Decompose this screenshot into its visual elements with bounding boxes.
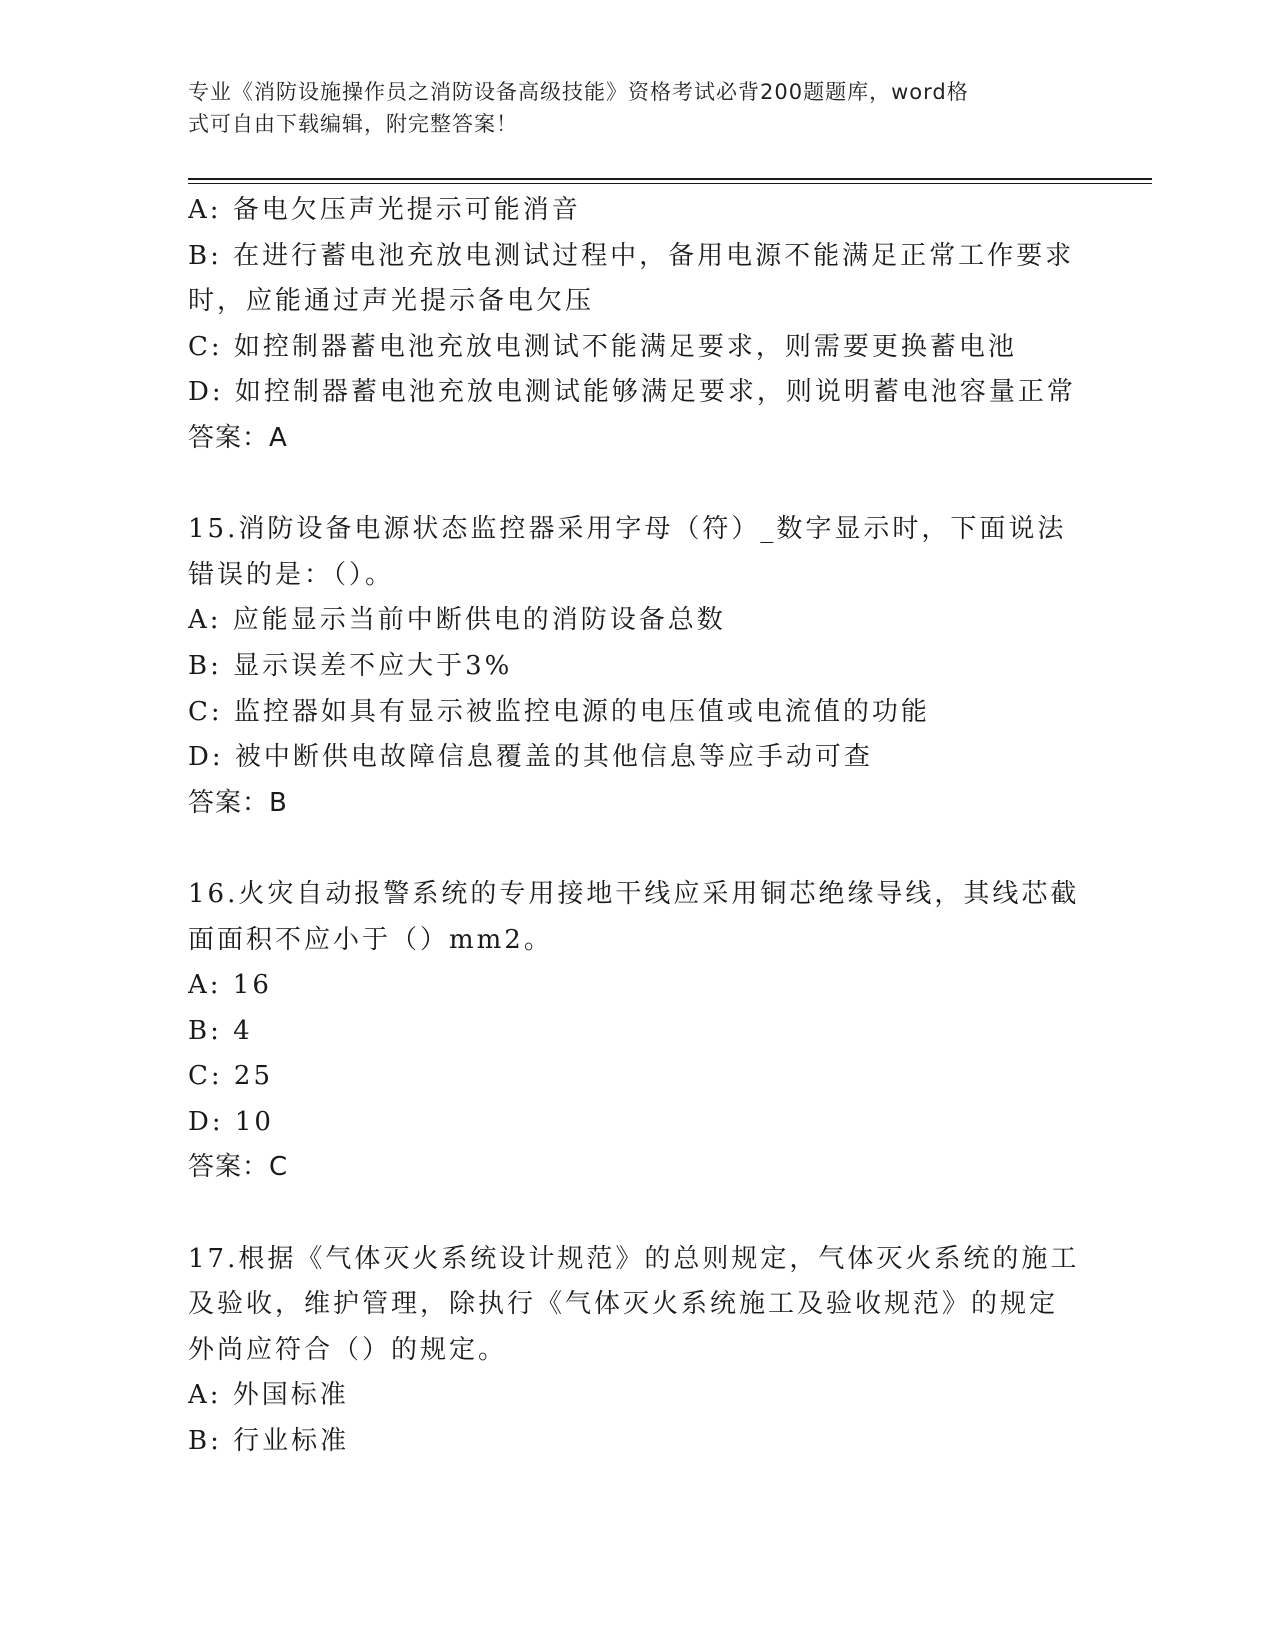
option-a: A: 备电欠压声光提示可能消音 bbox=[188, 195, 581, 225]
option-d: D: 被中断供电故障信息覆盖的其他信息等应手动可查 bbox=[188, 742, 873, 773]
answer-label: 答案：B bbox=[188, 787, 288, 818]
option-c: C: 25 bbox=[188, 1061, 274, 1092]
question-content bbox=[188, 188, 1088, 1465]
option-d: D: 如控制器蓄电池充放电测试能够满足要求，则说明蓄电池容量正常 bbox=[188, 377, 1076, 408]
option-c: C: 如控制器蓄电池充放电测试不能满足要求，则需要更换蓄电池 bbox=[188, 331, 1017, 362]
answer-label: 答案：C bbox=[188, 1152, 289, 1183]
option-b: B: 显示误差不应大于3% bbox=[188, 650, 513, 681]
question-text: 17.根据《气体灭火系统设计规范》的总则规定，气体灭火系统的施工 bbox=[188, 1243, 1080, 1274]
option-b: B: 4 bbox=[188, 1015, 253, 1046]
option-a: A: 外国标准 bbox=[188, 1380, 349, 1411]
document-header bbox=[188, 76, 1068, 140]
spacer bbox=[188, 826, 1088, 872]
option-b-continued: 时，应能通过声光提示备电欠压 bbox=[188, 286, 595, 317]
question-text: 16.火灾自动报警系统的专用接地干线应采用铜芯绝缘导线，其线芯截 bbox=[188, 878, 1080, 909]
header-divider-thin bbox=[188, 183, 1152, 184]
answer-label: 答案：A bbox=[188, 422, 288, 453]
option-c: C: 监控器如具有显示被监控电源的电压值或电流值的功能 bbox=[188, 696, 930, 727]
option-a: A: 16 bbox=[188, 970, 272, 1001]
option-d: D: 10 bbox=[188, 1106, 274, 1137]
spacer bbox=[188, 462, 1088, 508]
option-b: B: 在进行蓄电池充放电测试过程中，备用电源不能满足正常工作要求 bbox=[188, 240, 1075, 271]
header-line-2: 式可自由下载编辑，附完整答案！ bbox=[188, 112, 518, 136]
header-divider-thick bbox=[188, 178, 1152, 180]
header-line-1: 专业《消防设施操作员之消防设备高级技能》资格考试必背200题题库，word格 bbox=[188, 80, 969, 104]
option-b: B: 行业标准 bbox=[188, 1426, 350, 1457]
question-17-block bbox=[188, 1237, 1088, 1465]
question-text: 15.消防设备电源状态监控器采用字母（符）_数字显示时，下面说法 bbox=[188, 514, 1067, 545]
question-text-continued: 错误的是：（）。 bbox=[188, 559, 395, 590]
question-14-block bbox=[188, 188, 1088, 462]
question-text-continued: 及验收，维护管理，除执行《气体灭火系统施工及验收规范》的规定 bbox=[188, 1289, 1059, 1320]
question-text-continued-2: 外尚应符合（）的规定。 bbox=[188, 1334, 508, 1365]
question-16-block bbox=[188, 872, 1088, 1191]
option-a: A: 应能显示当前中断供电的消防设备总数 bbox=[188, 605, 726, 636]
question-text-continued: 面面积不应小于（）mm2。 bbox=[188, 924, 553, 955]
spacer bbox=[188, 1191, 1088, 1237]
question-15-block bbox=[188, 507, 1088, 826]
